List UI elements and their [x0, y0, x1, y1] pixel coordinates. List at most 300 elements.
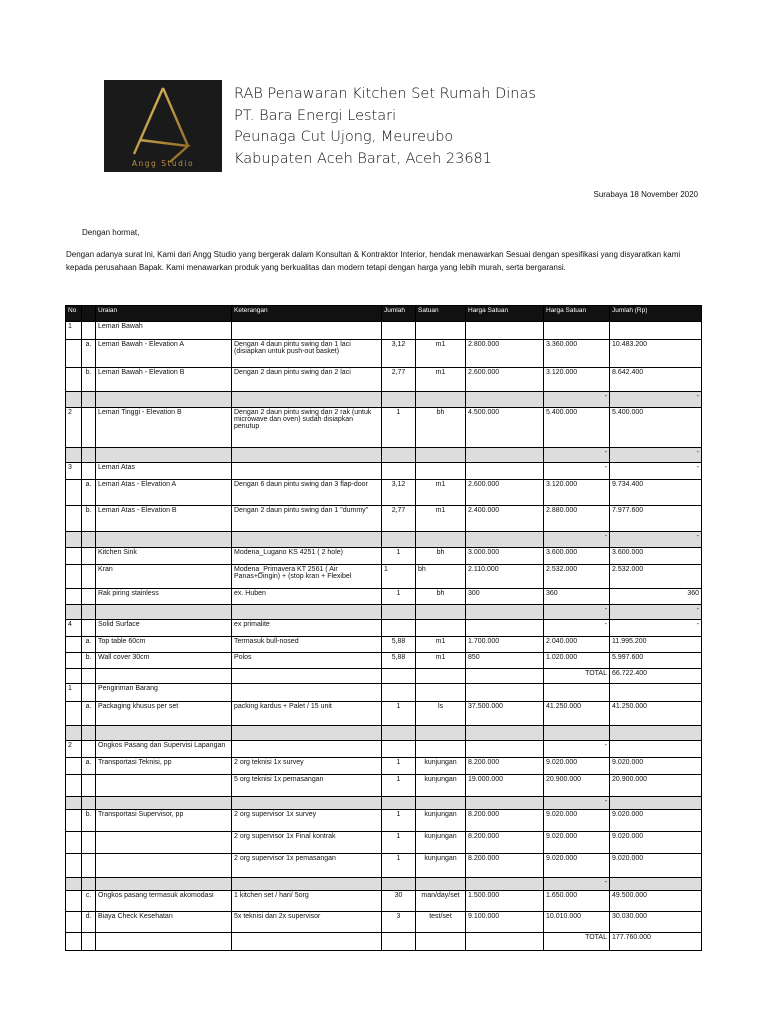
cell-uraian: Lemari Bawah — [96, 322, 232, 340]
table-row — [66, 532, 702, 548]
cell-sub — [82, 620, 96, 637]
cell-satuan: bh — [416, 589, 466, 605]
table-row — [66, 368, 702, 392]
cell-keterangan: packing kardus + Palet / 15 unit — [232, 702, 382, 726]
cell-jumlah-rp: - — [610, 392, 702, 408]
cell-harga-satuan-2: - — [544, 878, 610, 891]
cell-satuan: ls — [416, 702, 466, 726]
table-row — [66, 548, 702, 565]
cell-sub — [82, 832, 96, 854]
table-row — [66, 775, 702, 797]
cell-jumlah-rp: 49.500.000 — [610, 891, 702, 912]
cell-satuan: kunjungan — [416, 810, 466, 832]
cell-sub — [82, 532, 96, 548]
cell-jumlah: 1 — [382, 775, 416, 797]
cell-harga-satuan — [466, 463, 544, 480]
total-row — [66, 669, 702, 684]
cell-jumlah: 1 — [382, 758, 416, 775]
cell-sub — [82, 726, 96, 741]
col-header-jumlah-rp: Jumlah (Rp) — [610, 306, 702, 322]
cell-satuan: m1 — [416, 637, 466, 653]
cell-harga-satuan: 1.500.000 — [466, 891, 544, 912]
cell-uraian — [96, 878, 232, 891]
cell-sub — [82, 741, 96, 758]
table-body — [66, 322, 702, 951]
cell-satuan: m1 — [416, 480, 466, 506]
cell-keterangan — [232, 684, 382, 702]
cell-harga-satuan: 19.000.000 — [466, 775, 544, 797]
col-header-satuan: Satuan — [416, 306, 466, 322]
cell-jumlah — [382, 322, 416, 340]
cell-keterangan — [232, 878, 382, 891]
cell-no — [66, 878, 82, 891]
cell-jumlah: 3,12 — [382, 340, 416, 368]
cell-jumlah-rp: 20.900.000 — [610, 775, 702, 797]
cell-no — [66, 832, 82, 854]
cell-harga-satuan-2: 1.650.000 — [544, 891, 610, 912]
cell-harga-satuan — [466, 532, 544, 548]
cell-sub — [82, 448, 96, 463]
cell-no: 3 — [66, 463, 82, 480]
cell-jumlah: 1 — [382, 565, 416, 589]
cell-sub: d. — [82, 912, 96, 933]
table-row — [66, 797, 702, 810]
cell-sub: c. — [82, 891, 96, 912]
cell-harga-satuan: 2.400.000 — [466, 506, 544, 532]
cell-jumlah-rp: - — [610, 605, 702, 620]
table-row — [66, 605, 702, 620]
cell-no — [66, 912, 82, 933]
cell-sub: a. — [82, 758, 96, 775]
cell-jumlah-rp: - — [610, 532, 702, 548]
col-header-harga-satuan: Harga Satuan — [466, 306, 544, 322]
cell-uraian — [96, 392, 232, 408]
cell-uraian: Wall cover 30cm — [96, 653, 232, 669]
cell-jumlah: 3 — [382, 912, 416, 933]
table-header-row — [66, 306, 702, 322]
cell-uraian — [96, 669, 232, 684]
cell-sub — [82, 322, 96, 340]
cell-sub: b. — [82, 810, 96, 832]
cell-uraian: Solid Surface — [96, 620, 232, 637]
cell-keterangan — [232, 392, 382, 408]
table-row — [66, 408, 702, 448]
table-row — [66, 702, 702, 726]
cell-no — [66, 854, 82, 878]
cell-satuan — [416, 726, 466, 741]
cell-sub — [82, 548, 96, 565]
cell-jumlah-rp — [610, 797, 702, 810]
cell-harga-satuan-2: 9.020.000 — [544, 832, 610, 854]
cell-jumlah-rp: 9.020.000 — [610, 832, 702, 854]
cell-keterangan — [232, 322, 382, 340]
cell-harga-satuan: 3.000.000 — [466, 548, 544, 565]
cell-jumlah: 1 — [382, 810, 416, 832]
cell-harga-satuan-2: 3.120.000 — [544, 480, 610, 506]
cell-no — [66, 565, 82, 589]
cell-jumlah: 1 — [382, 408, 416, 448]
cell-harga-satuan: 300 — [466, 589, 544, 605]
cell-jumlah: 30 — [382, 891, 416, 912]
header-company: PT. Bara Energi Lestari — [234, 107, 397, 124]
cell-jumlah-rp — [610, 684, 702, 702]
cell-uraian — [96, 775, 232, 797]
cell-jumlah — [382, 726, 416, 741]
cell-uraian: Lemari Bawah - Elevation B — [96, 368, 232, 392]
col-header-sub — [82, 306, 96, 322]
cell-uraian: Packaging khusus per set — [96, 702, 232, 726]
cell-keterangan: 5x teknisi dan 2x supervisor — [232, 912, 382, 933]
cell-satuan — [416, 605, 466, 620]
cell-jumlah — [382, 878, 416, 891]
cell-harga-satuan: 850 — [466, 653, 544, 669]
cell-no: 4 — [66, 620, 82, 637]
cell-keterangan: Modena_Lugano KS 4251 ( 2 hole) — [232, 548, 382, 565]
cell-keterangan — [232, 448, 382, 463]
cell-keterangan: ex primalite — [232, 620, 382, 637]
cell-harga-satuan-2 — [544, 726, 610, 741]
cell-no — [66, 637, 82, 653]
cell-jumlah — [382, 797, 416, 810]
cell-uraian: Transportasi Teknisi, pp — [96, 758, 232, 775]
cell-harga-satuan-2: 41.250.000 — [544, 702, 610, 726]
cell-jumlah-rp: 9.020.000 — [610, 810, 702, 832]
cell-harga-satuan-2: 3.360.000 — [544, 340, 610, 368]
cell-satuan: test/set — [416, 912, 466, 933]
header-address: Peunaga Cut Ujong, Meureubo — [234, 129, 454, 145]
cell-keterangan: 1 kitchen set / hari/ 5org — [232, 891, 382, 912]
cell-no — [66, 605, 82, 620]
cell-harga-satuan-2: 2.040.000 — [544, 637, 610, 653]
cell-harga-satuan-2: 2.880.000 — [544, 506, 610, 532]
cell-no — [66, 589, 82, 605]
cell-uraian: Top table 60cm — [96, 637, 232, 653]
col-header-keterangan: Keterangan — [232, 306, 382, 322]
cell-uraian: Kran — [96, 565, 232, 589]
cell-no — [66, 368, 82, 392]
cell-sub: a. — [82, 702, 96, 726]
table-row — [66, 684, 702, 702]
cell-satuan — [416, 322, 466, 340]
cell-uraian: Ongkos Pasang dan Supervisi Lapangan — [96, 741, 232, 758]
cell-satuan — [416, 878, 466, 891]
cell-uraian: Rak piring stainless — [96, 589, 232, 605]
cell-satuan: m1 — [416, 506, 466, 532]
cell-sub: b. — [82, 368, 96, 392]
table-row — [66, 854, 702, 878]
cell-jumlah-rp — [610, 741, 702, 758]
cell-harga-satuan-2: - — [544, 532, 610, 548]
cell-harga-satuan: 8.200.000 — [466, 854, 544, 878]
cell-keterangan: ex. Huben — [232, 589, 382, 605]
cell-sub: a. — [82, 480, 96, 506]
col-header-harga-satuan-2: Harga Satuan — [544, 306, 610, 322]
cell-sub — [82, 684, 96, 702]
cell-harga-satuan-2: 9.020.000 — [544, 810, 610, 832]
cell-keterangan: Dengan 4 daun pintu swing dan 1 laci (disiapkan untuk push-out basket) — [232, 340, 382, 368]
cell-sub: b. — [82, 653, 96, 669]
cell-keterangan — [232, 463, 382, 480]
cell-no — [66, 532, 82, 548]
cell-uraian — [96, 832, 232, 854]
table-row — [66, 448, 702, 463]
table-row — [66, 620, 702, 637]
cell-satuan: man/day/set — [416, 891, 466, 912]
cell-harga-satuan-2: - — [544, 392, 610, 408]
cell-jumlah: 5,88 — [382, 637, 416, 653]
cell-sub: b. — [82, 506, 96, 532]
cell-jumlah: 2,77 — [382, 506, 416, 532]
cell-no — [66, 726, 82, 741]
cell-harga-satuan — [466, 797, 544, 810]
table-row — [66, 565, 702, 589]
cell-no — [66, 933, 82, 951]
cell-jumlah-rp: 5.400.000 — [610, 408, 702, 448]
table-row — [66, 741, 702, 758]
table-row — [66, 340, 702, 368]
cell-jumlah-rp: 177.760.000 — [610, 933, 702, 951]
cell-keterangan — [232, 797, 382, 810]
cell-uraian: Kitchen Sink — [96, 548, 232, 565]
cell-harga-satuan: 2.600.000 — [466, 480, 544, 506]
cell-satuan: m1 — [416, 368, 466, 392]
table-row — [66, 878, 702, 891]
cell-no — [66, 702, 82, 726]
cell-no — [66, 448, 82, 463]
cell-harga-satuan — [466, 726, 544, 741]
cell-satuan — [416, 392, 466, 408]
cell-jumlah-rp: 66.722.400 — [610, 669, 702, 684]
cell-no — [66, 891, 82, 912]
cell-jumlah-rp: 41.250.000 — [610, 702, 702, 726]
cell-sub — [82, 775, 96, 797]
cell-jumlah-rp: 5.997.600 — [610, 653, 702, 669]
cell-jumlah: 2,77 — [382, 368, 416, 392]
cell-uraian: Ongkos pasang termasuk akomodasi — [96, 891, 232, 912]
cell-keterangan: 2 org supervisor 1x survey — [232, 810, 382, 832]
cell-harga-satuan-2: 360 — [544, 589, 610, 605]
cell-harga-satuan: 8.200.000 — [466, 832, 544, 854]
cell-jumlah — [382, 620, 416, 637]
cell-jumlah-rp: 360 — [610, 589, 702, 605]
cell-keterangan: Termasuk bull-nosed — [232, 637, 382, 653]
cell-uraian — [96, 933, 232, 951]
intro-paragraph: Dengan adanya surat ini, Kami dari Angg Studio yang bergerak dalam Konsultan & Kontraktor Interior, hendak menawarkan Sesuai dengan spesifikasi yang disyaratkan kami kepada perusahaan Bapak. Kami menawarkan produk yang berkualitas dan modern tetapi dengan harga yang lebih murah, serta bergaransi. — [66, 250, 681, 272]
cell-uraian: Transportasi Supervisor, pp — [96, 810, 232, 832]
cell-satuan: m1 — [416, 653, 466, 669]
cell-sub — [82, 408, 96, 448]
cell-sub — [82, 463, 96, 480]
total-row — [66, 933, 702, 951]
cell-uraian — [96, 854, 232, 878]
cell-keterangan: 2 org teknisi 1x survey — [232, 758, 382, 775]
cell-keterangan: 5 org teknisi 1x pemasangan — [232, 775, 382, 797]
cell-keterangan: 2 org supervisor 1x Final kontrak — [232, 832, 382, 854]
cell-harga-satuan-2: 20.900.000 — [544, 775, 610, 797]
cell-sub — [82, 392, 96, 408]
cell-jumlah-rp: 9.020.000 — [610, 758, 702, 775]
greeting: Dengan hormat, — [82, 228, 140, 237]
cell-uraian: Biaya Check Kesehatan — [96, 912, 232, 933]
cell-uraian: Lemari Atas — [96, 463, 232, 480]
table-row — [66, 726, 702, 741]
cell-jumlah — [382, 669, 416, 684]
table-row — [66, 810, 702, 832]
cell-keterangan — [232, 726, 382, 741]
table-row — [66, 589, 702, 605]
cell-harga-satuan-2: 2.532.000 — [544, 565, 610, 589]
cell-uraian — [96, 726, 232, 741]
cell-keterangan — [232, 532, 382, 548]
cell-sub: a. — [82, 340, 96, 368]
cell-no — [66, 392, 82, 408]
table-row — [66, 891, 702, 912]
cell-harga-satuan — [466, 605, 544, 620]
col-header-uraian: Uraian — [96, 306, 232, 322]
cell-jumlah-rp: 3.600.000 — [610, 548, 702, 565]
cell-keterangan: Dengan 2 daun pintu swing dan 2 rak (untuk microwave dan oven) sudah disiapkan penutup — [232, 408, 382, 448]
cell-harga-satuan: 37.500.000 — [466, 702, 544, 726]
cell-harga-satuan — [466, 392, 544, 408]
cell-satuan: bh — [416, 548, 466, 565]
cell-jumlah-rp: - — [610, 620, 702, 637]
cell-uraian — [96, 605, 232, 620]
cell-uraian: Pengiriman Barang — [96, 684, 232, 702]
cell-no: 2 — [66, 408, 82, 448]
cell-no — [66, 548, 82, 565]
cell-jumlah: 1 — [382, 702, 416, 726]
cell-harga-satuan — [466, 933, 544, 951]
cell-keterangan: Dengan 2 daun pintu swing dan 1 "dummy" — [232, 506, 382, 532]
angg-studio-logo — [104, 80, 222, 172]
cell-satuan — [416, 463, 466, 480]
cell-jumlah-rp: 9.020.000 — [610, 854, 702, 878]
cell-satuan: kunjungan — [416, 854, 466, 878]
cell-harga-satuan-2: 1.020.000 — [544, 653, 610, 669]
cell-sub — [82, 565, 96, 589]
letter-date: Surabaya 18 November 2020 — [593, 190, 698, 199]
cell-harga-satuan-2: - — [544, 605, 610, 620]
cell-satuan: kunjungan — [416, 775, 466, 797]
cell-jumlah-rp — [610, 726, 702, 741]
cell-jumlah: 1 — [382, 854, 416, 878]
table-row — [66, 912, 702, 933]
cell-no — [66, 775, 82, 797]
cell-satuan — [416, 933, 466, 951]
table-row — [66, 322, 702, 340]
cell-harga-satuan-2: 5.400.000 — [544, 408, 610, 448]
cell-harga-satuan-2: - — [544, 448, 610, 463]
cell-sub — [82, 797, 96, 810]
cell-sub — [82, 933, 96, 951]
cell-harga-satuan: 1.700.000 — [466, 637, 544, 653]
cell-jumlah-rp: 8.642.400 — [610, 368, 702, 392]
col-header-jumlah: Jumlah — [382, 306, 416, 322]
cell-harga-satuan-2: 9.020.000 — [544, 758, 610, 775]
table-row — [66, 832, 702, 854]
cell-harga-satuan-2: 9.020.000 — [544, 854, 610, 878]
cell-sub — [82, 669, 96, 684]
cell-satuan — [416, 797, 466, 810]
cell-sub — [82, 854, 96, 878]
cell-jumlah-rp: - — [610, 448, 702, 463]
cell-jumlah: 1 — [382, 548, 416, 565]
cell-no — [66, 506, 82, 532]
cell-sub — [82, 878, 96, 891]
cell-jumlah-rp: 7.977.600 — [610, 506, 702, 532]
cell-keterangan — [232, 605, 382, 620]
cell-jumlah: 1 — [382, 832, 416, 854]
cell-sub — [82, 589, 96, 605]
cell-satuan: m1 — [416, 340, 466, 368]
cell-satuan: kunjungan — [416, 758, 466, 775]
cell-harga-satuan-2 — [544, 684, 610, 702]
cell-harga-satuan: 2.800.000 — [466, 340, 544, 368]
cell-satuan: kunjungan — [416, 832, 466, 854]
cell-jumlah — [382, 933, 416, 951]
cell-uraian: Lemari Atas - Elevation A — [96, 480, 232, 506]
cell-jumlah — [382, 684, 416, 702]
cell-jumlah — [382, 463, 416, 480]
cell-harga-satuan — [466, 878, 544, 891]
cell-keterangan: Modena_Primavera KT 2561 ( Air Panas+Dingin) + (stop kran + Flexibel — [232, 565, 382, 589]
cell-harga-satuan: 4.500.000 — [466, 408, 544, 448]
rab-table — [65, 305, 702, 951]
cell-harga-satuan-2: TOTAL — [544, 669, 610, 684]
cell-no — [66, 653, 82, 669]
table-row — [66, 758, 702, 775]
cell-satuan — [416, 669, 466, 684]
cell-harga-satuan-2: 3.600.000 — [544, 548, 610, 565]
table-row — [66, 506, 702, 532]
cell-satuan — [416, 741, 466, 758]
cell-jumlah — [382, 392, 416, 408]
cell-no — [66, 340, 82, 368]
cell-no: 2 — [66, 741, 82, 758]
cell-harga-satuan: 9.100.000 — [466, 912, 544, 933]
cell-satuan: bh — [416, 408, 466, 448]
table-row — [66, 637, 702, 653]
cell-harga-satuan — [466, 322, 544, 340]
cell-jumlah-rp: 2.532.000 — [610, 565, 702, 589]
cell-jumlah: 5,88 — [382, 653, 416, 669]
table-row — [66, 653, 702, 669]
cell-no — [66, 758, 82, 775]
cell-keterangan: Dengan 6 daun pintu swing dan 3 flap-door — [232, 480, 382, 506]
cell-keterangan — [232, 741, 382, 758]
header-title: RAB Penawaran Kitchen Set Rumah Dinas — [234, 86, 536, 102]
cell-jumlah-rp — [610, 322, 702, 340]
cell-satuan — [416, 620, 466, 637]
table-row — [66, 463, 702, 480]
cell-harga-satuan-2: - — [544, 463, 610, 480]
table-row — [66, 392, 702, 408]
triangle-logo-icon — [104, 80, 222, 172]
header-region: Kabupaten Aceh Barat, Aceh 23681 — [234, 150, 492, 167]
cell-no — [66, 810, 82, 832]
cell-harga-satuan-2: 3.120.000 — [544, 368, 610, 392]
cell-jumlah-rp: 30.030.000 — [610, 912, 702, 933]
cell-keterangan: 2 org supervisor 1x pemasangan — [232, 854, 382, 878]
cell-uraian: Lemari Bawah - Elevation A — [96, 340, 232, 368]
cell-satuan — [416, 448, 466, 463]
cell-harga-satuan-2: TOTAL — [544, 933, 610, 951]
table-row — [66, 480, 702, 506]
cell-jumlah — [382, 741, 416, 758]
cell-jumlah — [382, 448, 416, 463]
cell-keterangan: Dengan 2 daun pintu swing dan 2 laci — [232, 368, 382, 392]
cell-jumlah-rp: 11.995.200 — [610, 637, 702, 653]
